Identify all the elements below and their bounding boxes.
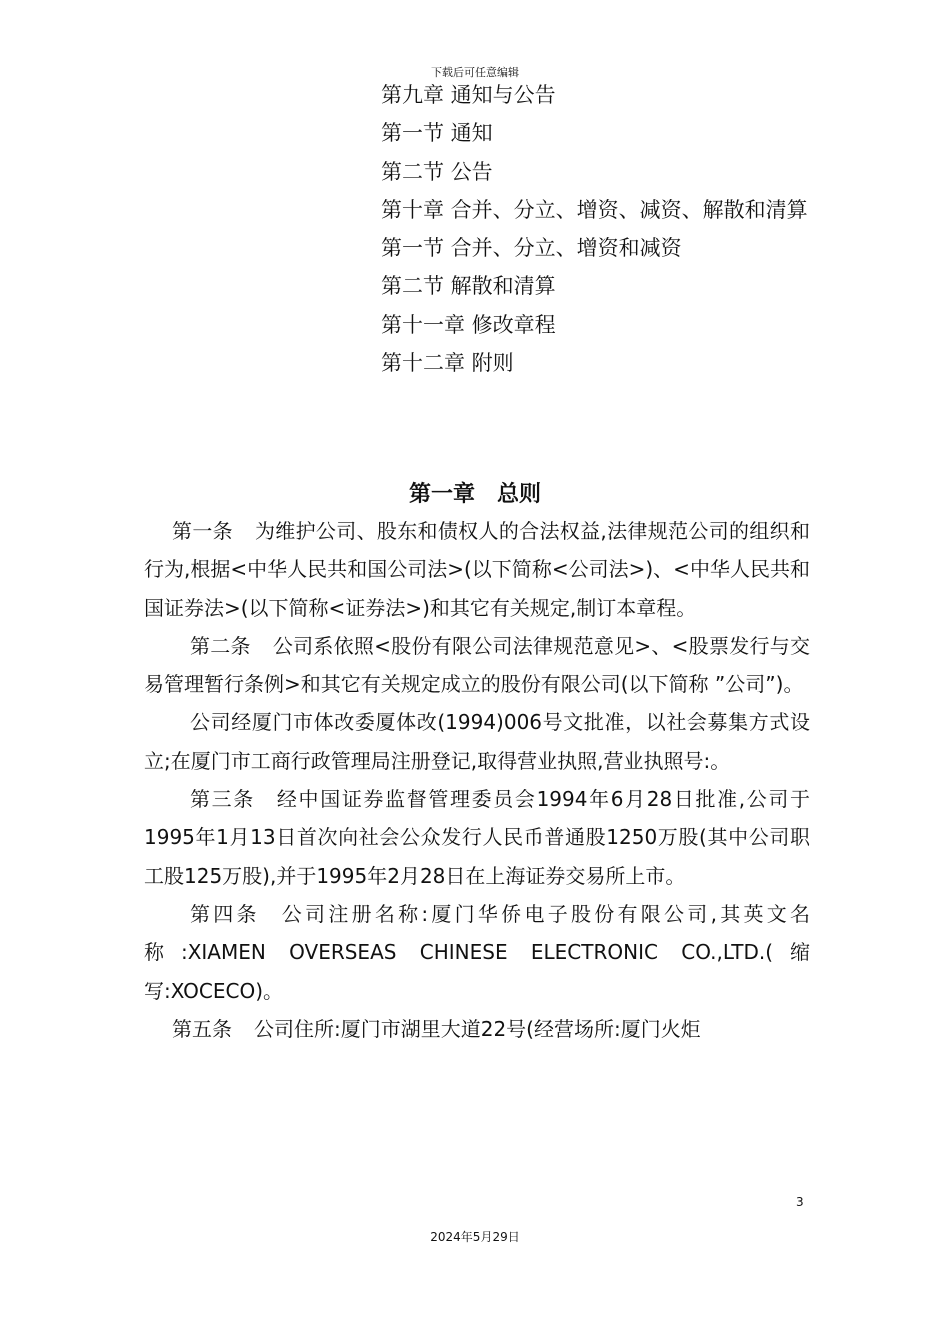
article-number: 第三条 xyxy=(190,787,255,812)
article-paragraph xyxy=(144,512,810,627)
body-text xyxy=(144,512,810,1048)
article-paragraph xyxy=(144,627,810,704)
article-number: 第四条 xyxy=(190,901,260,926)
page-number: 3 xyxy=(796,1195,804,1209)
article-text: 为维护公司、股东和债权人的合法权益,法律规范公司的组织和行为,根据<中华人民共和国公司法>(以下简称<公司法>)、<中华人民共和国证券法>(以下简称<证券法>)和其它有关规定,制订本章程。 xyxy=(144,519,811,620)
toc-entry: 第十一章 修改章程 xyxy=(381,312,556,337)
toc-entry: 第十二章 附则 xyxy=(381,351,514,376)
toc-entry: 第十章 合并、分立、增资、减资、解散和清算 xyxy=(381,197,808,222)
article-text: 公司经厦门市体改委厦体改(1994)006号文批准，以社会募集方式设立;在厦门市工商行政管理局注册登记,取得营业执照,营业执照号:。 xyxy=(144,710,810,773)
article-paragraph xyxy=(144,895,810,1010)
toc-entry: 第二节 公告 xyxy=(381,159,493,184)
toc-entry: 第一节 通知 xyxy=(381,121,493,146)
header-note: 下载后可任意编辑 xyxy=(431,66,519,79)
article-number: 第一条 xyxy=(172,519,233,543)
article-paragraph xyxy=(144,703,810,780)
article-text: 公司系依照<股份有限公司法律规范意见>、<股票发行与交易管理暂行条例>和其它有关规定成立的股份有限公司(以下简称 ”公司”)。 xyxy=(144,633,811,697)
article-text: 公司注册名称:厦门华侨电子股份有限公司,其英文名称:XIAMEN OVERSEAS CHINESE ELECTRONIC CO.,LTD.(缩写:XOCECO)。 xyxy=(144,901,810,1003)
article-number: 第二条 xyxy=(190,633,251,658)
footer-date: 2024年5月29日 xyxy=(430,1230,520,1244)
toc-entry: 第二节 解散和清算 xyxy=(381,274,556,299)
toc-entry: 第一节 合并、分立、增资和减资 xyxy=(381,236,682,261)
article-number: 第五条 xyxy=(172,1016,232,1041)
table-of-contents xyxy=(381,76,921,382)
article-text: 经中国证券监督管理委员会1994年6月28日批准,公司于1995年1月13日首次向社会公众发行人民币普通股1250万股(其中公司职工股125万股),并于1995年2月28日在上海证券交易所上市。 xyxy=(144,787,811,888)
toc-entry: 第九章 通知与公告 xyxy=(381,83,556,107)
article-paragraph xyxy=(144,780,810,895)
article-paragraph xyxy=(144,1010,810,1048)
article-text: 公司住所:厦门市湖里大道22号(经营场所:厦门火炬 xyxy=(254,1016,701,1041)
chapter-title: 第一章 总则 xyxy=(408,482,541,507)
